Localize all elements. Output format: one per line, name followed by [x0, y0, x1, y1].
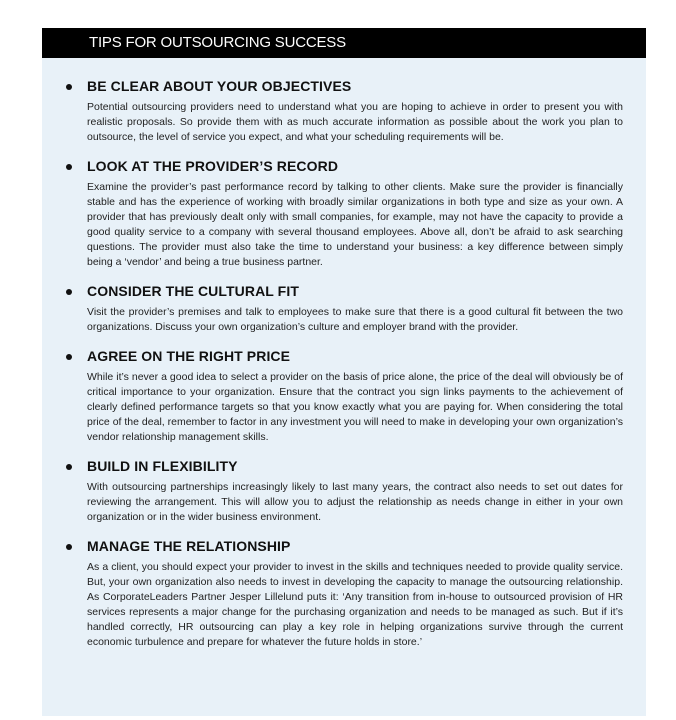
bullet-icon [66, 84, 72, 90]
tip-relationship [66, 538, 626, 650]
page-title: TIPS FOR OUTSOURCING SUCCESS [89, 34, 346, 51]
tip-body: Examine the provider’s past performance record by talking to other clients. Make sure the provider is financially stable and has the experience of working with broadly similar organizations in both type and size as your own. A provider that has previously dealt only with small companies, for example, may not have the capacity to provide a good quality service to a company with several thousand employees. Above all, don’t be afraid to ask searching questions. The provider must also take the time to understand your business: a key difference between simply being a ‘vendor’ and being a true business partner. [87, 181, 623, 268]
tip-body: Visit the provider’s premises and talk to employees to make sure that there is a good cultural fit between the two organizations. Discuss your own organization’s culture and employer brand with the provider. [87, 306, 623, 333]
tip-provider-record [66, 158, 626, 270]
bullet-icon [66, 354, 72, 360]
tip-flexibility [66, 458, 626, 525]
tip-cultural-fit [66, 283, 626, 335]
bullet-icon [66, 164, 72, 170]
tip-heading: AGREE ON THE RIGHT PRICE [87, 348, 291, 364]
tip-objectives [66, 78, 626, 145]
bullet-icon [66, 464, 72, 470]
tip-heading: BE CLEAR ABOUT YOUR OBJECTIVES [87, 78, 352, 94]
tip-body: With outsourcing partnerships increasingly likely to last many years, the contract also needs to set out dates for reviewing the arrangement. This will allow you to adjust the relationship as needs change in either in your own organization or in the wider business environment. [87, 481, 623, 523]
tip-body: As a client, you should expect your provider to invest in the skills and techniques needed to provide quality service. But, your own organization also needs to invest in developing the capacity to manage the outsourcing relationship. As CorporateLeaders Partner Jesper Lillelund puts it: ‘Any transition from in-house to outsourced provision of HR services represents a major change for the purchasing organization and needs to be managed as such. But if it’s handled correctly, HR outsourcing can play a key role in helping organizations survive through the current economic turbulence and prepare for whatever the future holds in store.’ [87, 561, 623, 648]
bullet-icon [66, 544, 72, 550]
tip-heading: CONSIDER THE CULTURAL FIT [87, 283, 299, 299]
tip-heading: MANAGE THE RELATIONSHIP [87, 538, 291, 554]
header-bar [42, 28, 646, 58]
tip-body: Potential outsourcing providers need to understand what you are hoping to achieve in order to present you with realistic proposals. So provide them with as much accurate information as possible about the work you plan to outsource, the level of service you expect, and what your scheduling requirements will be. [87, 101, 623, 143]
tip-body: While it’s never a good idea to select a provider on the basis of price alone, the price of the deal will obviously be of critical importance to your organization. Ensure that the contract you sign links payments to the achievement of clearly defined performance targets so that you know exactly what you are paying for. When considering the total price of the deal, remember to factor in any investment you will need to make in developing your own organization’s vendor relationship management skills. [87, 371, 623, 443]
tip-heading: BUILD IN FLEXIBILITY [87, 458, 238, 474]
tip-right-price [66, 348, 626, 445]
tip-heading: LOOK AT THE PROVIDER’S RECORD [87, 158, 339, 174]
bullet-icon [66, 289, 72, 295]
tips-list [66, 78, 626, 663]
